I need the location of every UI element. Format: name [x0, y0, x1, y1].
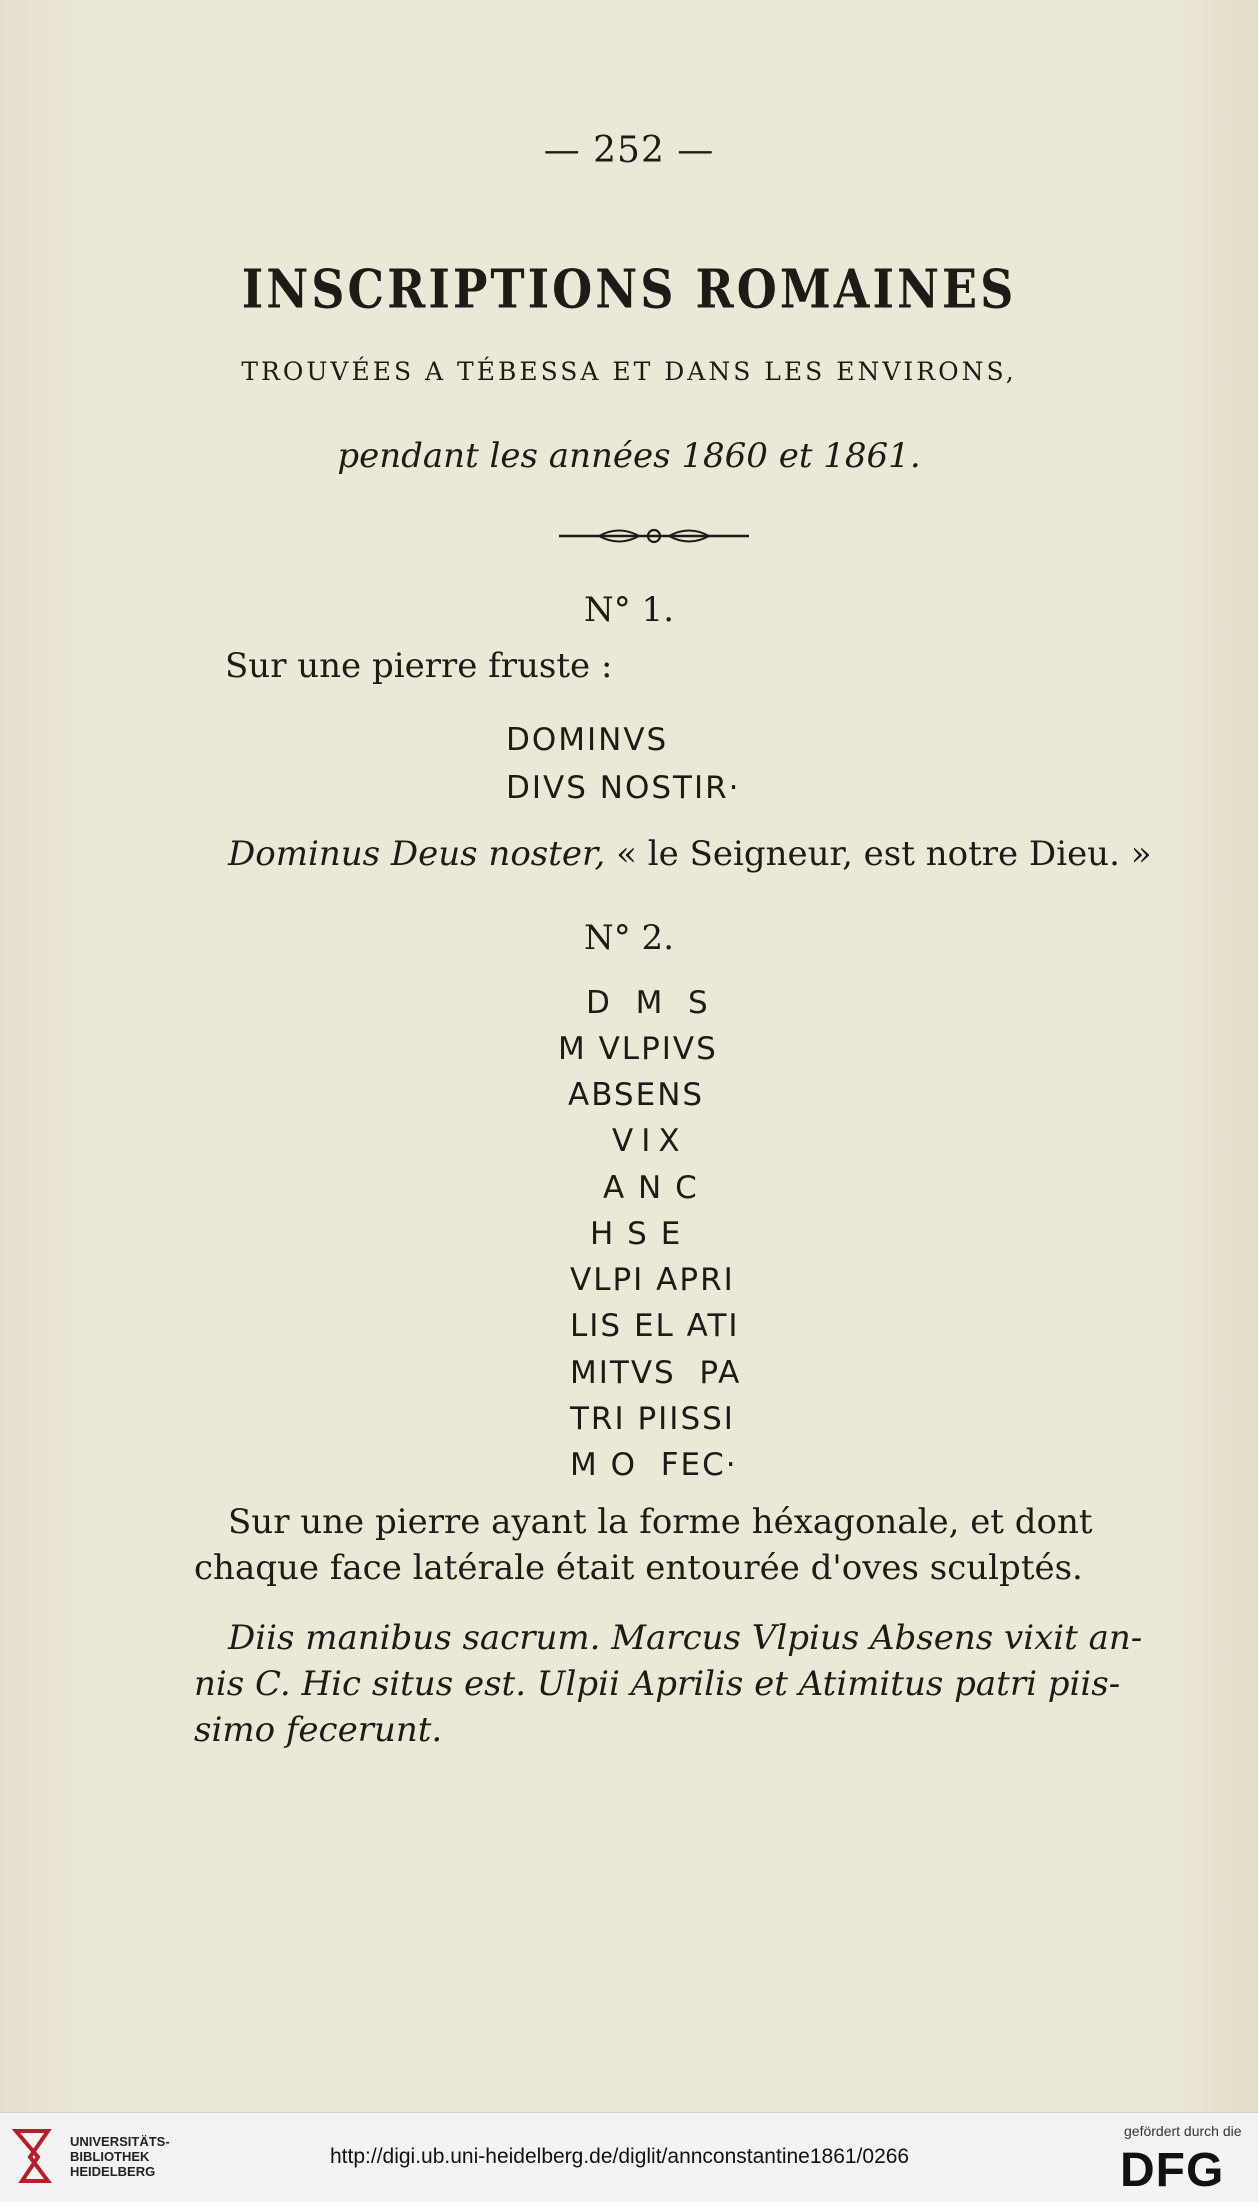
funded-by-label: gefördert durch die — [1124, 2123, 1242, 2139]
inscription-2-line: VLPI APRI — [570, 1262, 735, 1298]
inscription-1-line: DOMINVS — [506, 722, 669, 758]
dates-line: pendant les années 1860 et 1861. — [337, 436, 921, 476]
inscription-2-line: M O FEC· — [570, 1447, 738, 1483]
translation-french: « le Seigneur, est notre Dieu. » — [605, 834, 1152, 874]
page-number: — 252 — — [543, 130, 715, 171]
inscription-2-description: chaque face latérale était entourée d'oves sculptés. — [194, 1548, 1083, 1588]
subtitle: TROUVÉES A TÉBESSA ET DANS LES ENVIRONS, — [241, 357, 1017, 386]
footer-bar — [0, 2112, 1258, 2202]
inscription-2-line: MITVS PA — [570, 1355, 742, 1391]
inscription-2-line: ABSENS — [568, 1077, 705, 1113]
ornament-divider-icon — [559, 523, 749, 549]
inscription-2-translation: simo fecerunt. — [194, 1710, 443, 1750]
inscription-2-translation: Diis manibus sacrum. Marcus Vlpius Absens vixit an- — [228, 1618, 1143, 1658]
inscription-1-translation — [228, 834, 1152, 874]
inscription-2-description: Sur une pierre ayant la forme héxagonale, et dont — [228, 1502, 1093, 1542]
inscription-2-line: A N C — [603, 1170, 699, 1206]
inscription-2-number: N° 2. — [584, 918, 674, 958]
library-name-line3: HEIDELBERG — [70, 2164, 156, 2179]
inscription-2-line: M VLPIVS — [558, 1031, 718, 1067]
inscription-1-number: N° 1. — [584, 590, 674, 630]
inscription-2-line: H S E — [590, 1216, 683, 1252]
translation-latin: Dominus Deus noster, — [228, 834, 606, 874]
source-url-link[interactable]: http://digi.ub.uni-heidelberg.de/diglit/annconstantine1861/0266 — [330, 2145, 910, 2168]
library-name-line2: BIBLIOTHEK — [70, 2149, 150, 2164]
university-library-logo-icon — [12, 2127, 56, 2185]
inscription-1-line: DIVS NOSTIR· — [506, 770, 741, 806]
inscription-2-line: LIS EL ATI — [570, 1308, 740, 1344]
inscription-2-line: D M S — [586, 985, 710, 1021]
library-name-line1: UNIVERSITÄTS- — [70, 2134, 170, 2149]
inscription-2-translation: nis C. Hic situs est. Ulpii Aprilis et Atimitus patri piis- — [194, 1664, 1121, 1704]
inscription-2-line: TRI PIISSI — [570, 1401, 735, 1437]
inscription-1-intro: Sur une pierre fruste : — [225, 646, 613, 686]
inscription-2-line: VIX — [612, 1123, 688, 1159]
dfg-logo: DFG — [1120, 2144, 1225, 2197]
page-title: INSCRIPTIONS ROMAINES — [241, 257, 1017, 321]
